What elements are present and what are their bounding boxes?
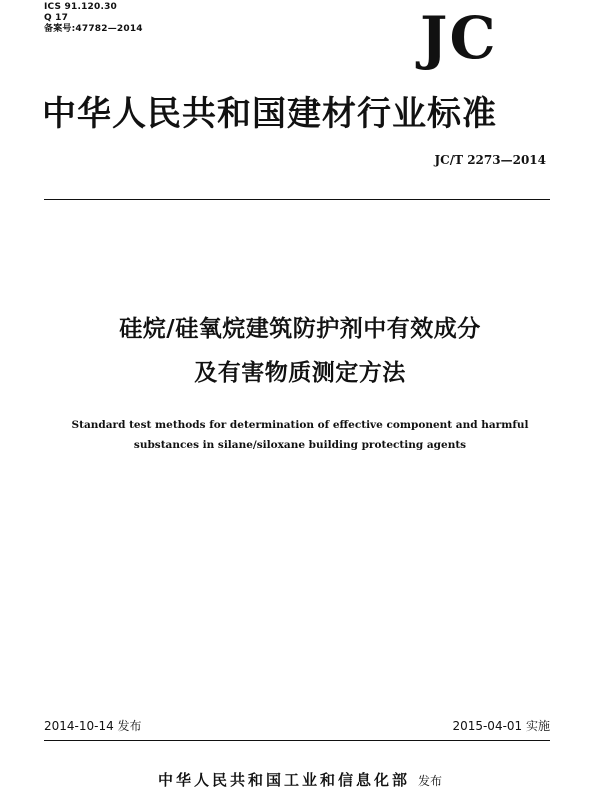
issue-date: 2014-10-14 发布 [44,719,142,733]
jc-logo: JC [420,4,498,72]
metadata-block [44,2,143,35]
issuer-verb: 发布 [418,774,443,788]
filing-number: 备案号:47782—2014 [44,24,143,34]
title-en-line2: substances in silane/siloxane building protecting agents [133,439,467,451]
issuer-line [40,770,560,791]
title-cn-line2: 及有害物质测定方法 [194,360,406,386]
title-cn-line1: 硅烷/硅氧烷建筑防护剂中有效成分 [119,316,481,342]
standard-number: JC/T 2273—2014 [434,153,546,167]
standard-category: 中华人民共和国建材行业标准 [42,94,497,134]
footer-divider [44,740,550,741]
header-divider [44,199,550,200]
issuer-organization: 中华人民共和国工业和信息化部 [157,771,410,789]
title-en-line1: Standard test methods for determination of effective component and harmful [71,419,529,431]
ccs-code: Q 17 [44,13,69,23]
ics-code: ICS 91.120.30 [44,2,118,12]
implement-date: 2015-04-01 实施 [452,719,550,733]
